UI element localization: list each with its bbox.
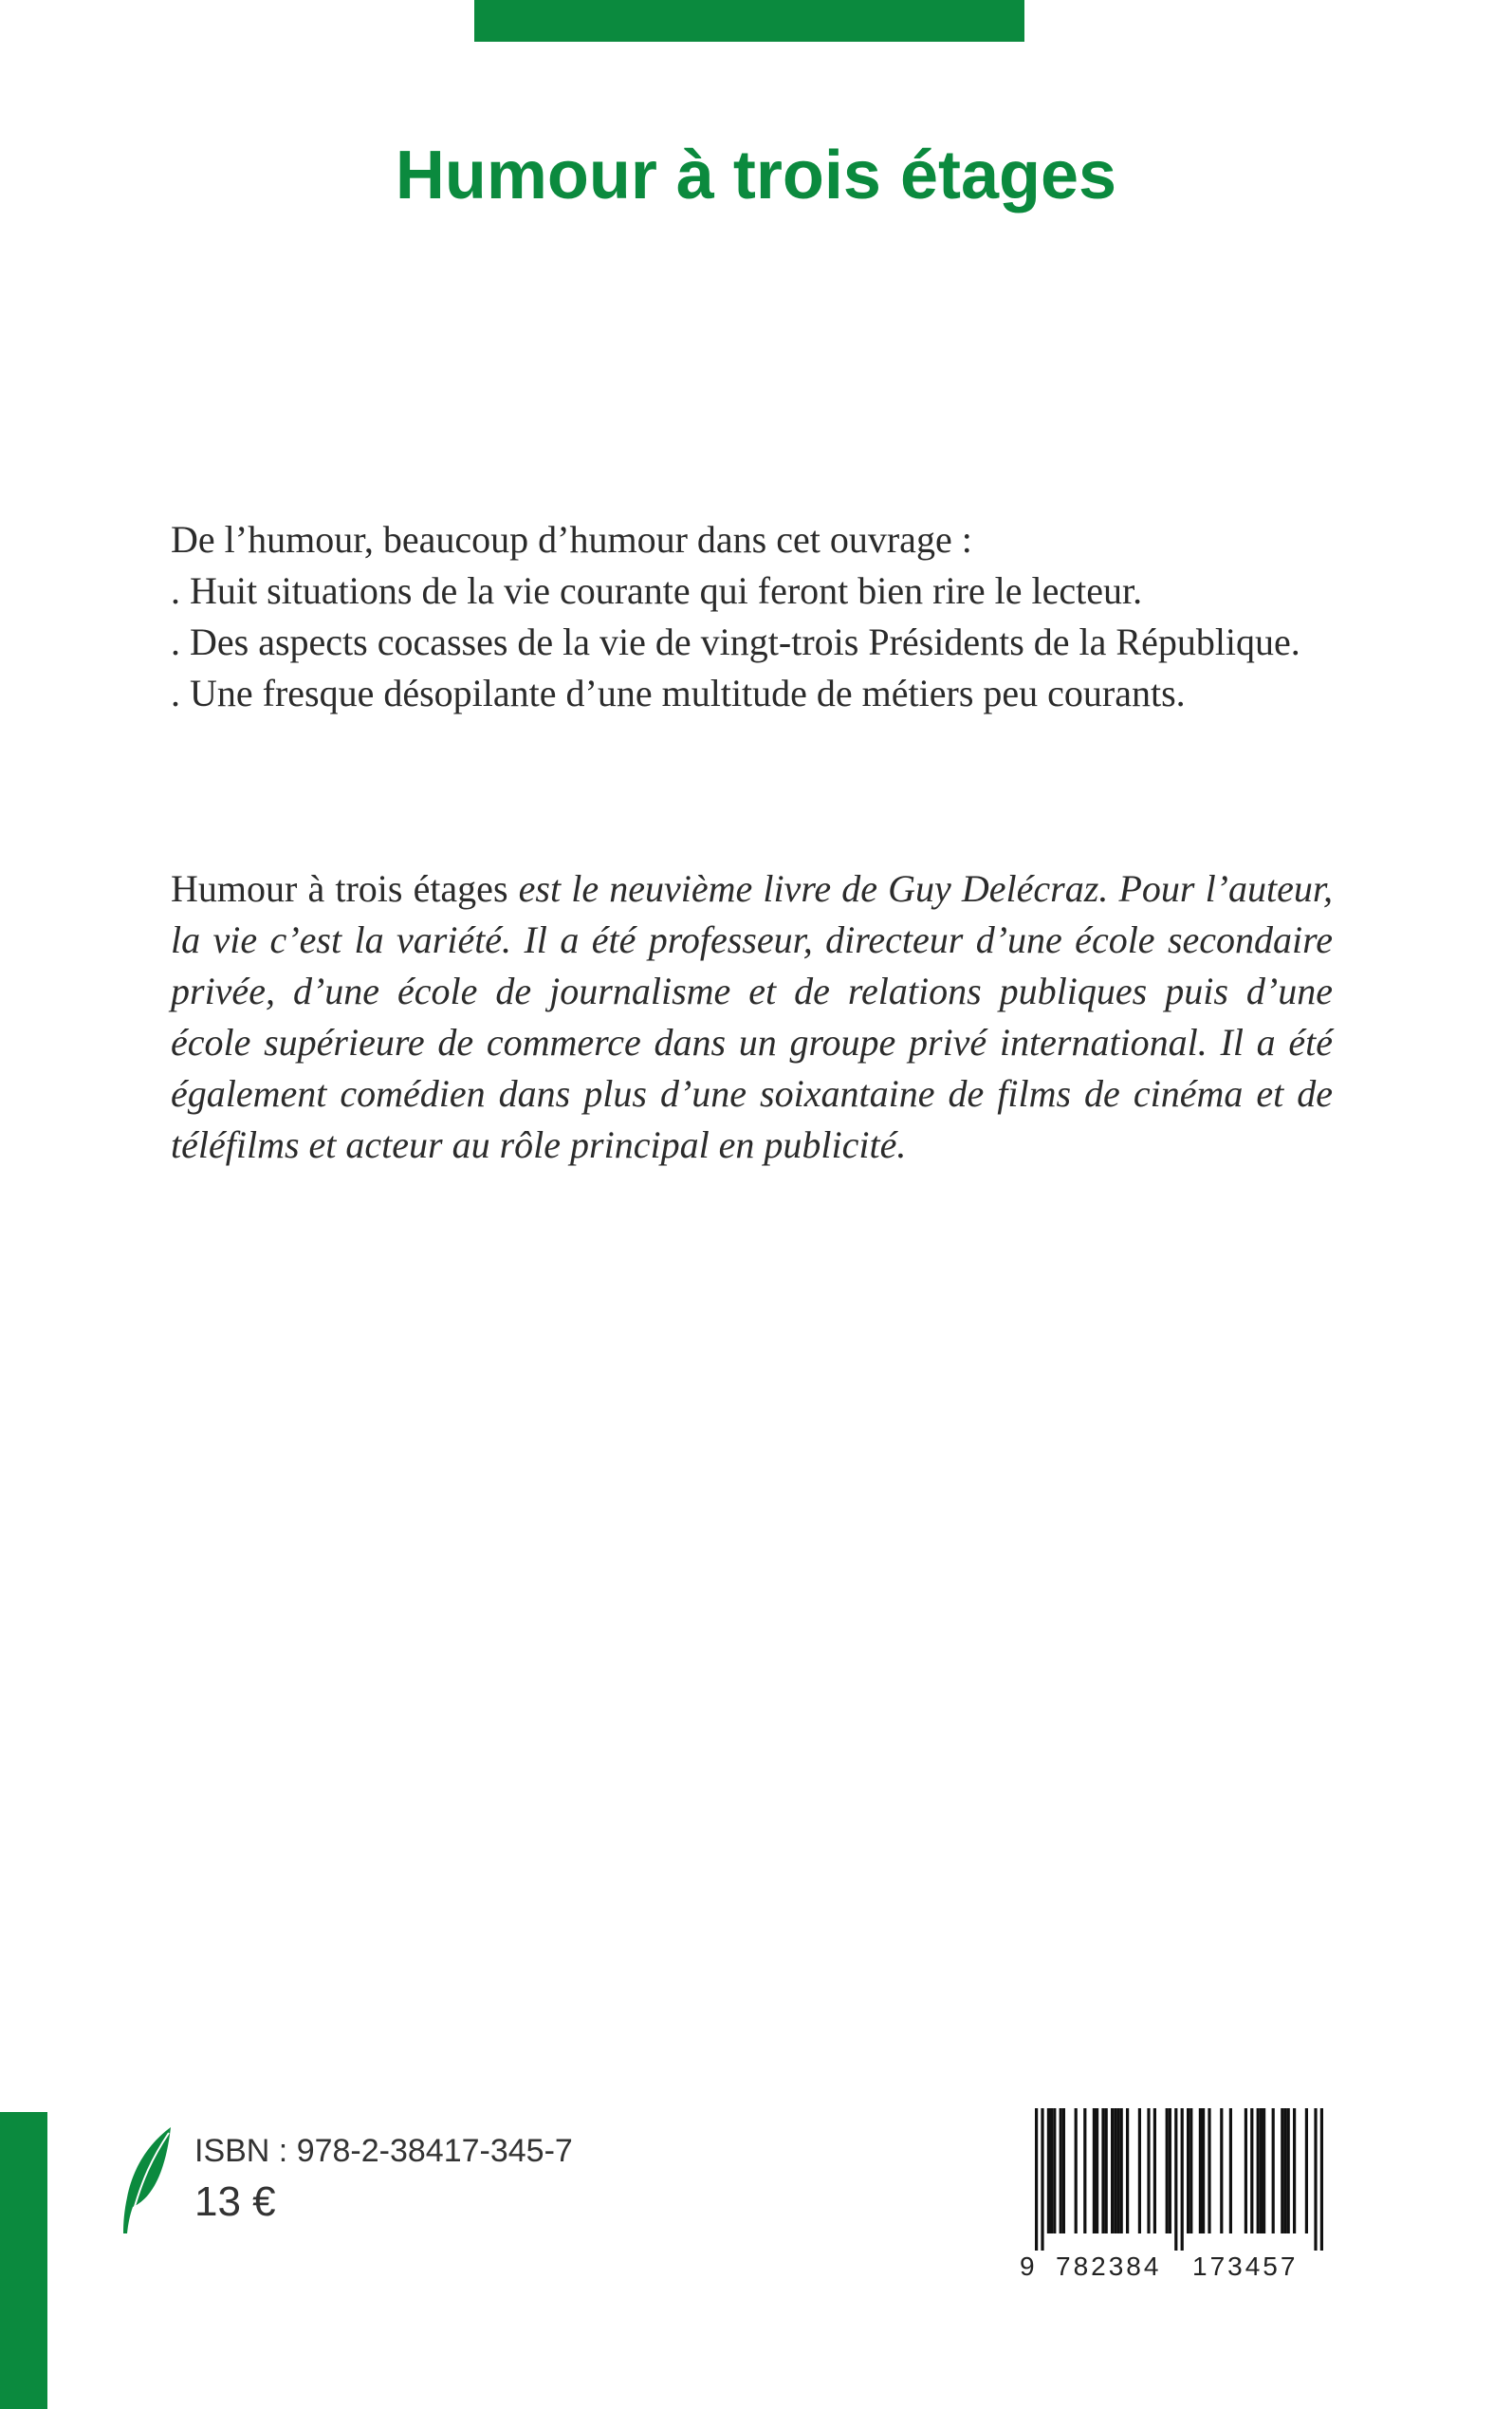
- barcode-bar: [1189, 2108, 1192, 2233]
- top-green-band: [474, 0, 1024, 42]
- barcode-bar: [1250, 2108, 1253, 2233]
- barcode-bars: [1035, 2108, 1323, 2251]
- summary-block: [171, 514, 1347, 719]
- author-bio: [171, 863, 1333, 1171]
- barcode-bar: [1174, 2108, 1177, 2251]
- barcode-right-digits: 173457: [1192, 2251, 1299, 2281]
- quill-icon: [112, 2123, 178, 2237]
- barcode-bar: [1260, 2108, 1263, 2233]
- barcode-bar: [1283, 2108, 1286, 2233]
- barcode-bar: [1229, 2108, 1232, 2233]
- barcode-bar: [1314, 2108, 1317, 2251]
- barcode-bar: [1166, 2108, 1169, 2233]
- barcode-bar: [1062, 2108, 1065, 2233]
- isbn-text: ISBN : 978-2-38417-345-7: [194, 2133, 573, 2169]
- barcode-bar: [1114, 2108, 1116, 2233]
- barcode-bar: [1263, 2108, 1265, 2233]
- barcode-bar: [1120, 2108, 1123, 2233]
- barcode-bar: [1208, 2108, 1210, 2233]
- barcode-bar: [1169, 2108, 1171, 2233]
- barcode-bar: [1138, 2108, 1141, 2233]
- barcode-bar: [1096, 2108, 1098, 2233]
- summary-intro: De l’humour, beaucoup d’humour dans cet ouvrage :: [171, 518, 972, 561]
- book-title: Humour à trois étages: [395, 138, 1117, 213]
- bio-book-title: Humour à trois étages: [171, 867, 508, 910]
- barcode-bar: [1116, 2108, 1119, 2233]
- barcode-bar: [1050, 2108, 1053, 2233]
- barcode-left-digits: 782384: [1056, 2251, 1162, 2281]
- barcode: [1020, 2108, 1323, 2285]
- summary-item: . Huit situations de la vie courante qui feront bien rire le lecteur.: [171, 569, 1143, 612]
- bio-text: est le neuvième livre de Guy Delécraz. Pour l’auteur, la vie c’est la variété. Il a été professeur, directeur d’une école secondaire privée, d’une école de journalisme et de relations publiques puis d’une école supérieure de commerce dans un groupe privé international. Il a été également comédien dans plus d’une soixantaine de films de cinéma et de téléfilms et acteur au rôle principal en publicité.: [171, 867, 1333, 1166]
- barcode-bar: [1111, 2108, 1114, 2233]
- barcode-bar: [1220, 2108, 1223, 2233]
- barcode-bar: [1281, 2108, 1283, 2233]
- barcode-bar: [1305, 2108, 1308, 2233]
- barcode-bar: [1047, 2108, 1050, 2233]
- summary-item: . Des aspects cocasses de la vie de vingt-trois Présidents de la République.: [171, 621, 1300, 663]
- barcode-bar: [1101, 2108, 1104, 2233]
- barcode-bar: [1153, 2108, 1156, 2233]
- barcode-bar: [1287, 2108, 1290, 2233]
- barcode-bar: [1041, 2108, 1043, 2251]
- barcode-bar: [1035, 2108, 1038, 2251]
- barcode-bar: [1202, 2108, 1205, 2233]
- barcode-lead-digit: 9: [1020, 2251, 1035, 2281]
- barcode-bar: [1199, 2108, 1202, 2233]
- barcode-bar: [1075, 2108, 1078, 2233]
- spine-green-band: [0, 2112, 47, 2409]
- barcode-bar: [1147, 2108, 1150, 2233]
- barcode-bar: [1105, 2108, 1108, 2233]
- barcode-bar: [1126, 2108, 1129, 2233]
- barcode-bar: [1060, 2108, 1062, 2233]
- barcode-bar: [1320, 2108, 1323, 2251]
- barcode-bar: [1187, 2108, 1189, 2233]
- barcode-bar: [1257, 2108, 1260, 2233]
- barcode-bar: [1272, 2108, 1275, 2233]
- barcode-bar: [1093, 2108, 1096, 2233]
- barcode-bar: [1293, 2108, 1296, 2233]
- summary-item: . Une fresque désopilante d’une multitude de métiers peu courants.: [171, 672, 1186, 714]
- barcode-bar: [1083, 2108, 1086, 2233]
- price-text: 13 €: [194, 2178, 276, 2225]
- barcode-bar: [1245, 2108, 1247, 2233]
- barcode-bar: [1181, 2108, 1184, 2251]
- barcode-bar: [1053, 2108, 1056, 2233]
